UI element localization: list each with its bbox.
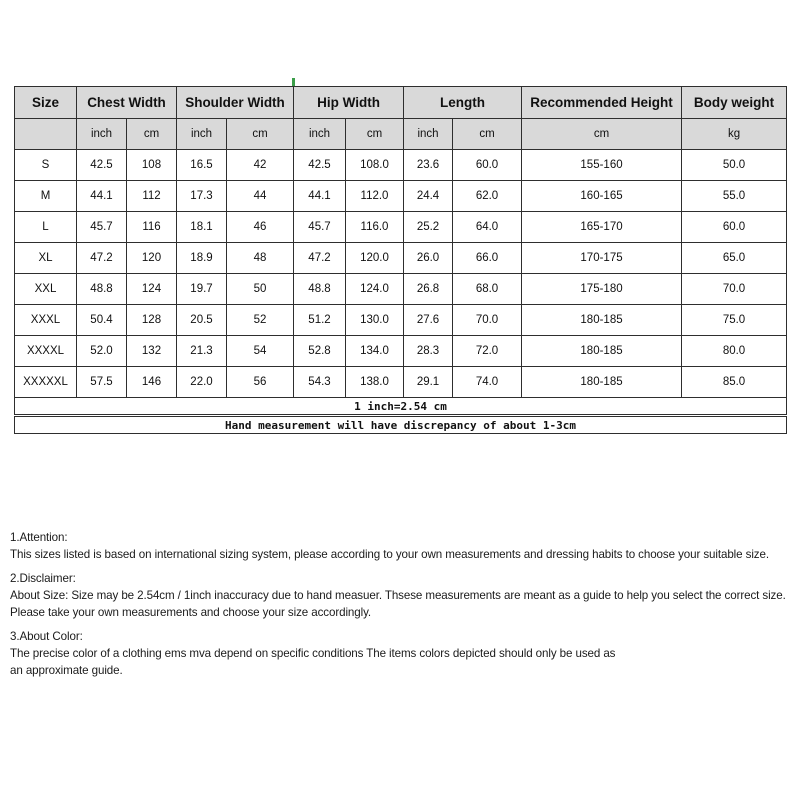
measurement-cell: 50.0 [682,150,787,181]
measurement-cell: 112 [127,181,177,212]
size-label-cell: XXXXXL [15,367,77,398]
size-row [15,181,787,212]
measurement-cell: 72.0 [453,336,522,367]
measurement-cell: 60.0 [682,212,787,243]
column-header-chest-width: Chest Width [77,87,177,119]
measurement-cell: 180-185 [522,336,682,367]
header-row [15,87,787,119]
note-disclaimer [10,570,798,621]
measurement-cell: 47.2 [294,243,346,274]
size-row [15,274,787,305]
measurement-cell: 124.0 [346,274,404,305]
column-header-body-weight: Body weight [682,87,787,119]
column-header-length: Length [404,87,522,119]
measurement-cell: 175-180 [522,274,682,305]
size-label-cell: L [15,212,77,243]
measurement-cell: 52 [227,305,294,336]
measurement-cell: 85.0 [682,367,787,398]
unit-header: cm [227,119,294,150]
measurement-cell: 120 [127,243,177,274]
measurement-cell: 51.2 [294,305,346,336]
column-header-shoulder-width: Shoulder Width [177,87,294,119]
measurement-cell: 170-175 [522,243,682,274]
size-row [15,367,787,398]
size-chart-table [14,86,787,434]
unit-header: kg [682,119,787,150]
note-line: an approximate guide. [10,664,123,677]
size-table-head [15,87,787,150]
unit-header: cm [346,119,404,150]
measurement-cell: 134.0 [346,336,404,367]
footnote-row [15,416,787,434]
measurement-cell: 48.8 [77,274,127,305]
unit-header: inch [404,119,453,150]
measurement-cell: 22.0 [177,367,227,398]
unit-header: cm [453,119,522,150]
column-header-size: Size [15,87,77,119]
size-label-cell: XXL [15,274,77,305]
measurement-cell: 47.2 [77,243,127,274]
size-row [15,243,787,274]
size-label-cell: S [15,150,77,181]
measurement-cell: 64.0 [453,212,522,243]
measurement-cell: 130.0 [346,305,404,336]
measurement-cell: 50.4 [77,305,127,336]
measurement-cell: 66.0 [453,243,522,274]
column-header-recommended-height: Recommended Height [522,87,682,119]
measurement-cell: 128 [127,305,177,336]
measurement-cell: 29.1 [404,367,453,398]
measurement-cell: 42 [227,150,294,181]
note-heading: 2.Disclaimer: [10,572,76,585]
measurement-cell: 17.3 [177,181,227,212]
measurement-cell: 57.5 [77,367,127,398]
size-row [15,336,787,367]
measurement-cell: 18.1 [177,212,227,243]
measurement-cell: 44 [227,181,294,212]
units-row [15,119,787,150]
note-heading: 3.About Color: [10,630,83,643]
measurement-cell: 165-170 [522,212,682,243]
size-row [15,150,787,181]
measurement-cell: 74.0 [453,367,522,398]
note-line: This sizes listed is based on international sizing system, please according to your own measurements and dressing habits to choose your suitable size. [10,548,769,561]
size-label-cell: XL [15,243,77,274]
measurement-cell: 18.9 [177,243,227,274]
unit-header: inch [177,119,227,150]
measurement-cell: 26.8 [404,274,453,305]
measurement-cell: 54.3 [294,367,346,398]
unit-header: inch [77,119,127,150]
measurement-cell: 54 [227,336,294,367]
size-label-cell: XXXL [15,305,77,336]
footnote-inch-conversion: 1 inch=2.54 cm [15,398,787,416]
measurement-cell: 124 [127,274,177,305]
measurement-cell: 56 [227,367,294,398]
size-label-cell: XXXXL [15,336,77,367]
size-table-footnotes [15,398,787,434]
measurement-cell: 120.0 [346,243,404,274]
size-table-body [15,150,787,398]
measurement-cell: 116.0 [346,212,404,243]
note-heading: 1.Attention: [10,531,68,544]
measurement-cell: 48 [227,243,294,274]
measurement-cell: 180-185 [522,305,682,336]
footnote-row [15,398,787,416]
measurement-cell: 52.8 [294,336,346,367]
note-about-color [10,628,798,679]
measurement-cell: 52.0 [77,336,127,367]
measurement-cell: 20.5 [177,305,227,336]
measurement-cell: 138.0 [346,367,404,398]
footnote-hand-measurement: Hand measurement will have discrepancy of about 1-3cm [15,416,787,434]
measurement-cell: 28.3 [404,336,453,367]
measurement-cell: 19.7 [177,274,227,305]
measurement-cell: 108 [127,150,177,181]
column-header-hip-width: Hip Width [294,87,404,119]
measurement-cell: 42.5 [77,150,127,181]
measurement-cell: 48.8 [294,274,346,305]
measurement-cell: 23.6 [404,150,453,181]
measurement-cell: 42.5 [294,150,346,181]
measurement-cell: 68.0 [453,274,522,305]
measurement-cell: 27.6 [404,305,453,336]
note-attention [10,529,798,563]
size-row [15,305,787,336]
measurement-cell: 70.0 [453,305,522,336]
measurement-cell: 60.0 [453,150,522,181]
unit-header-empty [15,119,77,150]
measurement-cell: 160-165 [522,181,682,212]
measurement-cell: 25.2 [404,212,453,243]
measurement-cell: 21.3 [177,336,227,367]
measurement-cell: 45.7 [294,212,346,243]
measurement-cell: 146 [127,367,177,398]
measurement-cell: 44.1 [294,181,346,212]
measurement-cell: 75.0 [682,305,787,336]
measurement-cell: 46 [227,212,294,243]
measurement-cell: 180-185 [522,367,682,398]
measurement-cell: 112.0 [346,181,404,212]
measurement-cell: 16.5 [177,150,227,181]
measurement-cell: 44.1 [77,181,127,212]
unit-header: inch [294,119,346,150]
measurement-cell: 132 [127,336,177,367]
measurement-cell: 155-160 [522,150,682,181]
measurement-cell: 116 [127,212,177,243]
size-label-cell: M [15,181,77,212]
measurement-cell: 45.7 [77,212,127,243]
size-row [15,212,787,243]
measurement-cell: 62.0 [453,181,522,212]
measurement-cell: 70.0 [682,274,787,305]
note-line: Please take your own measurements and choose your size accordingly. [10,606,372,619]
note-line: The precise color of a clothing ems mva depend on specific conditions The items colors depicted should only be used as [10,647,616,660]
measurement-cell: 50 [227,274,294,305]
measurement-cell: 24.4 [404,181,453,212]
notes-block [10,529,798,686]
measurement-cell: 108.0 [346,150,404,181]
note-line: About Size: Size may be 2.54cm / 1inch inaccuracy due to hand measuer. Thsese measurements are meant as a guide to help you select the correct size. [10,589,786,602]
measurement-cell: 80.0 [682,336,787,367]
measurement-cell: 55.0 [682,181,787,212]
measurement-cell: 65.0 [682,243,787,274]
measurement-cell: 26.0 [404,243,453,274]
unit-header: cm [127,119,177,150]
unit-header: cm [522,119,682,150]
